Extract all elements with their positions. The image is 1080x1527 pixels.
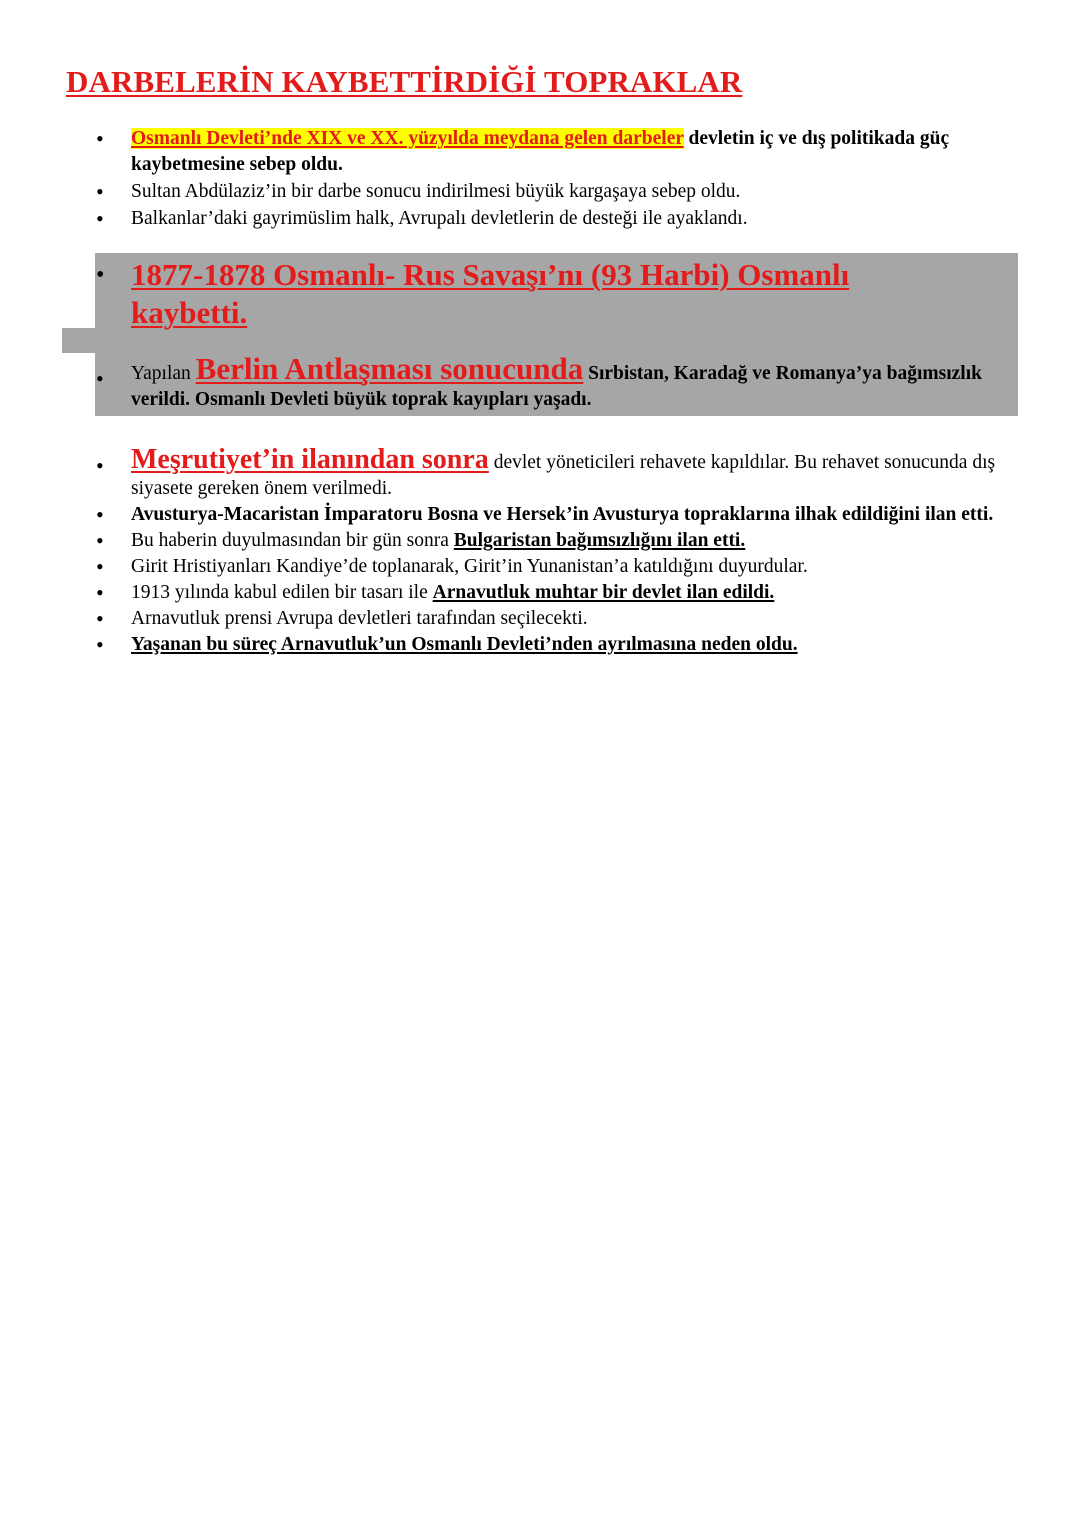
bullet-icon: • bbox=[96, 453, 104, 478]
list-item bbox=[0, 580, 1021, 606]
bullet-icon: • bbox=[96, 262, 105, 288]
list-item bbox=[0, 126, 1021, 178]
berlin-emphasis: Berlin Antlaşması sonucunda bbox=[195, 351, 584, 386]
mesrutiyet-list bbox=[0, 444, 1021, 658]
bullet-icon: • bbox=[96, 206, 104, 231]
list-item-emphasis: Arnavutluk muhtar bir devlet ilan edildi. bbox=[432, 582, 775, 603]
list-item-text: Balkanlar’daki gayrimüslim halk, Avrupalı devletlerin de desteği ile ayaklandı. bbox=[131, 208, 748, 229]
list-item-text: Avusturya-Macaristan İmparatoru Bosna ve Hersek’in Avusturya topraklarına ilhak edildiğini ilan etti. bbox=[131, 504, 994, 525]
list-item-text: devlet yöneticileri rehavete kapıldılar. Bu rehavet sonucunda dış siyasete gereken önem verilmedi. bbox=[131, 452, 996, 499]
list-item bbox=[0, 179, 1021, 205]
list-item-text: devletin iç ve dış politikada güç kaybetmesine sebep oldu. bbox=[131, 128, 950, 175]
berlin-text: Sırbistan, Karadağ ve Romanya’ya bağımsızlık verildi. Osmanlı Devleti büyük toprak kayıpları yaşadı. bbox=[131, 363, 982, 410]
bullet-icon: • bbox=[96, 580, 104, 605]
berlin-prefix: Yapılan bbox=[131, 363, 196, 384]
list-item-text: Bu haberin duyulmasından bir gün sonra bbox=[131, 530, 454, 551]
bullet-icon: • bbox=[96, 179, 104, 204]
bullet-icon: • bbox=[96, 502, 104, 527]
highlighted-phrase: Osmanlı Devleti’nde XIX ve XX. yüzyılda meydana gelen darbeler bbox=[131, 128, 684, 149]
page-title: DARBELERİN KAYBETTİRDİĞİ TOPRAKLAR bbox=[66, 64, 743, 99]
list-item-text: Arnavutluk prensi Avrupa devletleri tarafından seçilecekti. bbox=[131, 608, 588, 629]
war-heading: 1877-1878 Osmanlı- Rus Savaşı’nı (93 Harbi) Osmanlı kaybetti. bbox=[131, 257, 850, 330]
list-item-text: Sultan Abdülaziz’in bir darbe sonucu indirilmesi büyük kargaşaya sebep oldu. bbox=[131, 181, 741, 202]
bullet-icon: • bbox=[96, 606, 104, 631]
list-item-text: 1913 yılında kabul edilen bir tasarı ile bbox=[131, 582, 433, 603]
mesrutiyet-emphasis: Meşrutiyet’in ilanından sonra bbox=[131, 444, 489, 475]
bullet-icon: • bbox=[96, 366, 104, 391]
intro-list bbox=[0, 126, 1021, 232]
list-item-text: Girit Hristiyanları Kandiye’de toplanarak, Girit’in Yunanistan’a katıldığını duyurdular. bbox=[131, 556, 808, 577]
list-item-emphasis: Bulgaristan bağımsızlığını ilan etti. bbox=[453, 530, 746, 551]
berlin-treaty-item bbox=[0, 351, 1020, 413]
list-item bbox=[0, 528, 1021, 554]
bullet-icon: • bbox=[96, 528, 104, 553]
bullet-icon: • bbox=[96, 126, 104, 151]
list-item bbox=[0, 554, 1021, 580]
bullet-icon: • bbox=[96, 554, 104, 579]
list-item bbox=[0, 206, 1021, 232]
list-item bbox=[0, 444, 1021, 502]
bullet-icon: • bbox=[96, 632, 104, 657]
list-item-emphasis: Yaşanan bu süreç Arnavutluk’un Osmanlı Devleti’nden ayrılmasına neden oldu. bbox=[131, 634, 798, 655]
list-item bbox=[0, 632, 1021, 658]
war-heading-item bbox=[0, 256, 1000, 332]
list-item bbox=[0, 502, 1021, 528]
list-item bbox=[0, 606, 1021, 632]
